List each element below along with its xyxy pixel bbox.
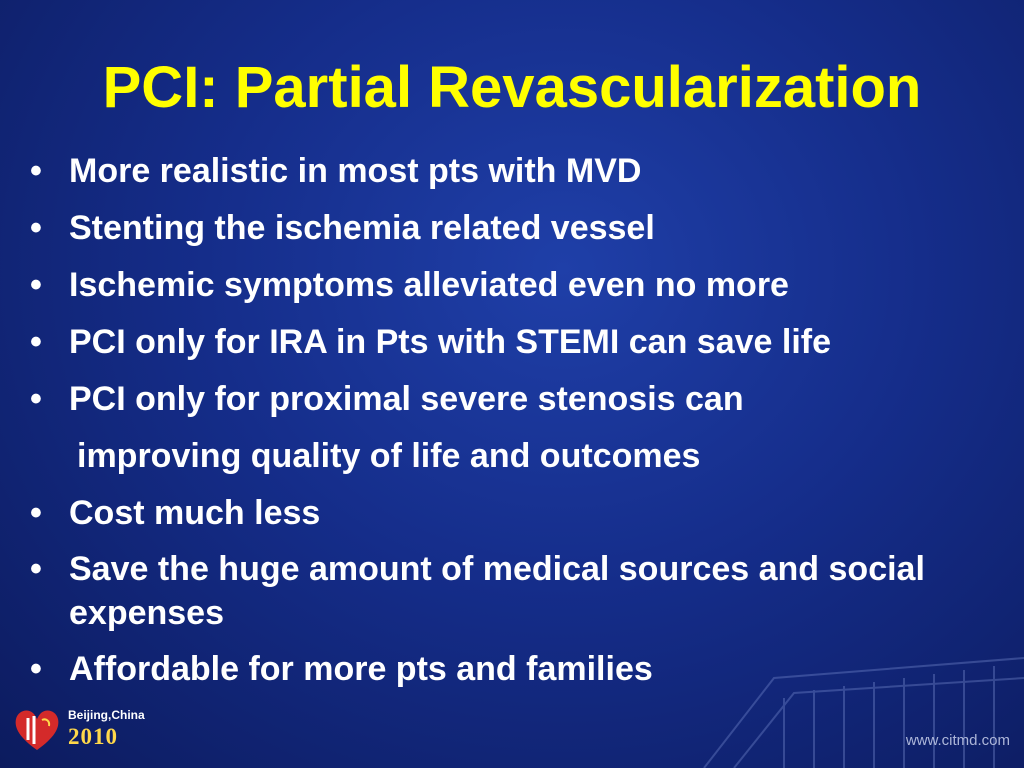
bullet-item [30,490,990,536]
conference-logo [12,704,152,756]
bullet-marker: • [30,650,42,688]
heart-logo-icon [12,704,62,754]
website-url: www.citmd.com [905,732,1010,749]
bullet-text: More realistic in most pts with MVD [69,152,642,190]
logo-year-text: 2010 [68,724,118,749]
bullet-marker: • [30,209,42,247]
slide-title: PCI: Partial Revascularization [102,55,922,120]
bullet-text: Ischemic symptoms alleviated even no more [69,266,789,304]
bullet-item [30,148,990,194]
bullet-text: Affordable for more pts and families [69,650,653,688]
bullet-item [30,547,969,635]
bullet-marker: • [30,550,42,588]
bullet-item [30,262,990,308]
bullet-text: Save the huge amount of medical sources and social expenses [69,550,925,632]
bullet-item [30,646,990,692]
bullet-marker: • [30,152,42,190]
bullet-item [30,319,990,365]
bullet-text: improving quality of life and outcomes [77,437,701,475]
bullet-text: PCI only for IRA in Pts with STEMI can save life [69,323,831,361]
bullet-marker: • [30,323,42,361]
bullet-text: PCI only for proximal severe stenosis can [69,380,744,418]
bullet-item [30,376,990,422]
bullet-text: Stenting the ischemia related vessel [69,209,655,247]
logo-city-text: Beijing,China [68,708,145,722]
bullet-continuation-line [30,433,990,479]
bullet-list [30,148,990,703]
bullet-marker: • [30,494,42,532]
bullet-item [30,205,990,251]
bullet-marker: • [30,380,42,418]
bullet-text: Cost much less [69,494,321,532]
bullet-marker: • [30,266,42,304]
